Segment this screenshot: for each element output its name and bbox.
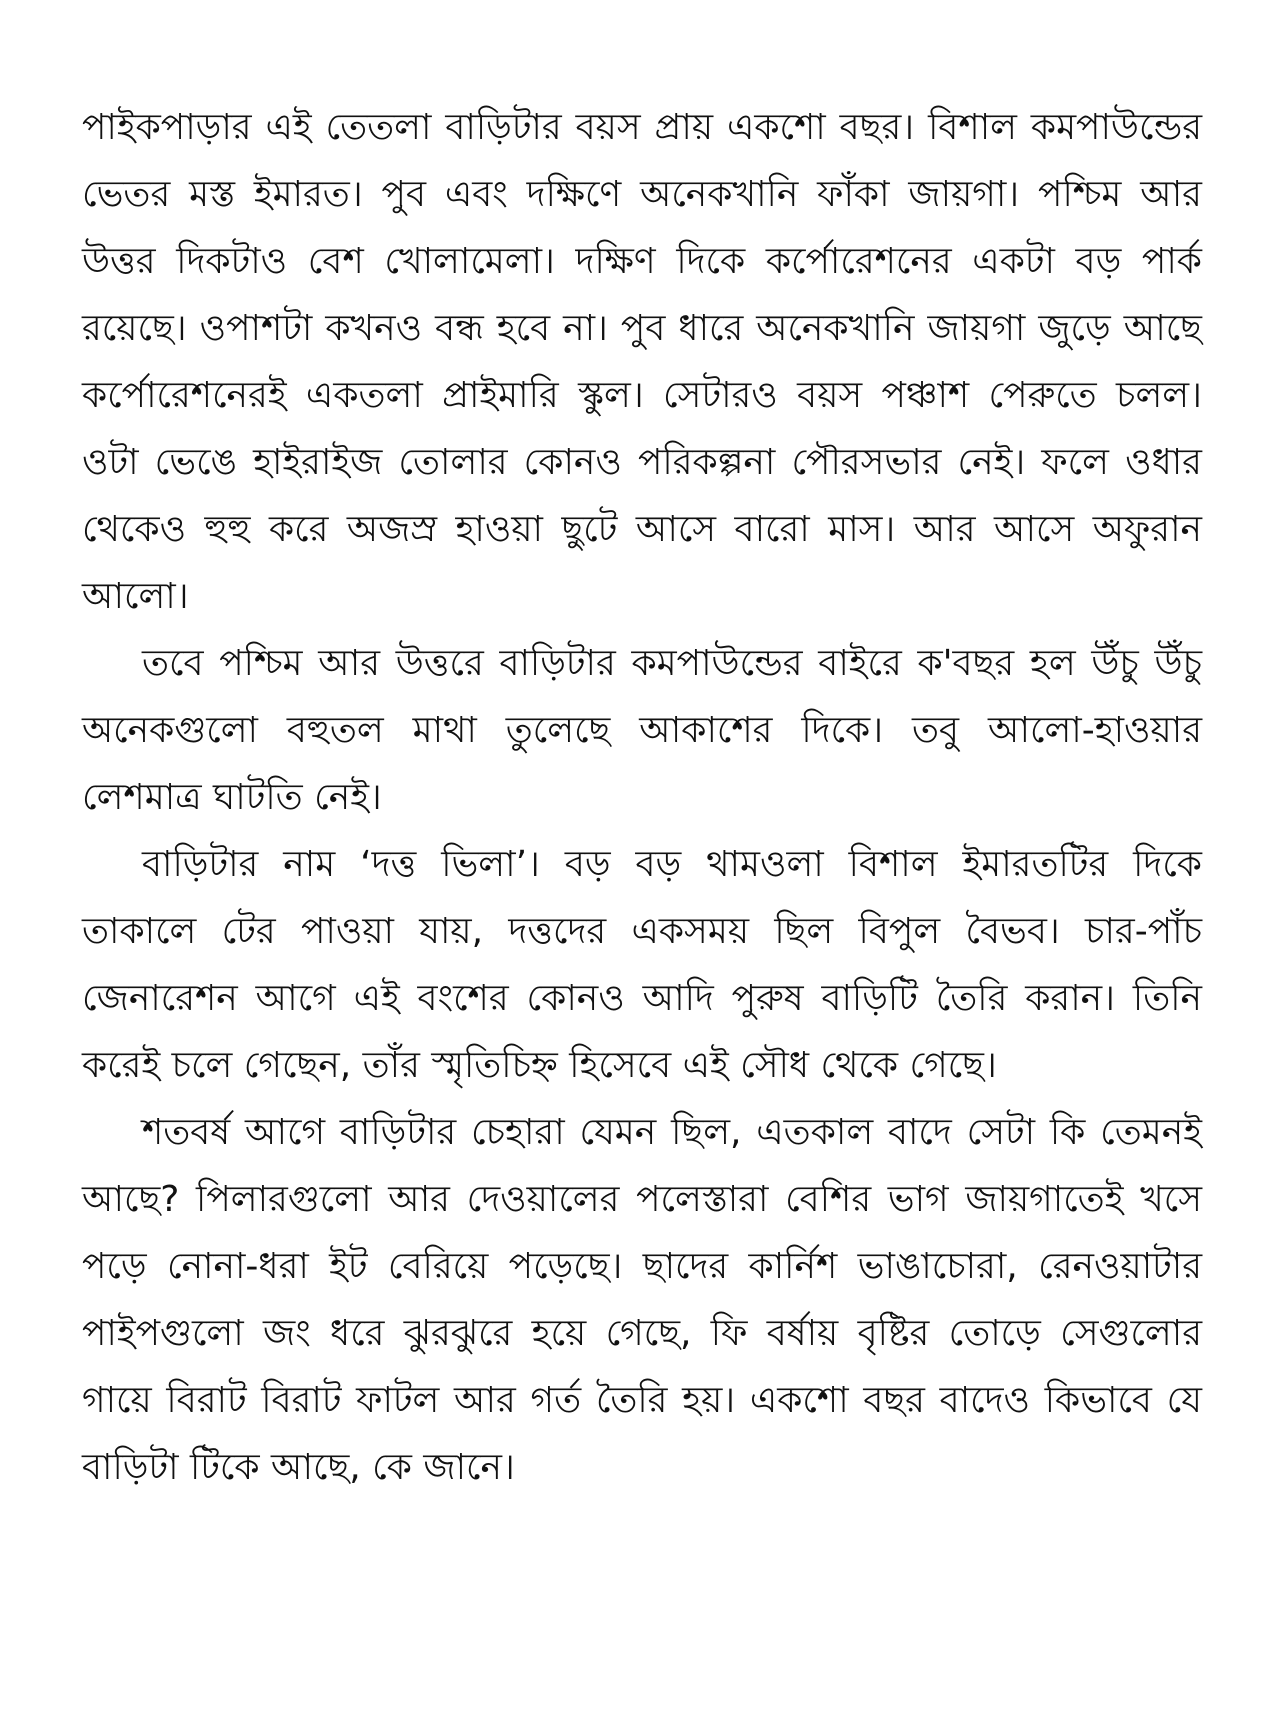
paragraph-3: বাড়িটার নাম ‘দত্ত ভিলা’। বড় বড় থামওলা বিশাল ইমারতটির দিকে তাকালে টের পাওয়া যায়, দত্তদের একসময় ছিল বিপুল বৈভব। চার-পাঁচ জেনারেশন আগে এই বংশের কোনও আদি পুরুষ বাড়িটি তৈরি করান। তিনি করেই চলে গেছেন, তাঁর স্মৃতিচিহ্ন হিসেবে এই সৌধ থেকে গেছে। [82, 844, 1202, 1086]
paragraph-2: তবে পশ্চিম আর উত্তরে বাড়িটার কমপাউন্ডের বাইরে ক'বছর হল উঁচু উঁচু অনেকগুলো বহুতল মাথা তুলেছে আকাশের দিকে। তবু আলো-হাওয়ার লেশমাত্র ঘাটতি নেই। [82, 643, 1202, 818]
body-text [82, 94, 1202, 1501]
paragraph-1: পাইকপাড়ার এই তেতলা বাড়িটার বয়স প্রায় একশো বছর। বিশাল কমপাউন্ডের ভেতর মস্ত ইমারত। পুব এবং দক্ষিণে অনেকখানি ফাঁকা জায়গা। পশ্চিম আর উত্তর দিকটাও বেশ খোলামেলা। দক্ষিণ দিকে কর্পোরেশনের একটা বড় পার্ক রয়েছে। ওপাশটা কখনও বন্ধ হবে না। পুব ধারে অনেকখানি জায়গা জুড়ে আছে কর্পোরেশনেরই একতলা প্রাইমারি স্কুল। সেটারও বয়স পঞ্চাশ পেরুতে চলল। ওটা ভেঙে হাইরাইজ তোলার কোনও পরিকল্পনা পৌরসভার নেই। ফলে ওধার থেকেও হুহু করে অজস্র হাওয়া ছুটে আসে বারো মাস। আর আসে অফুরান আলো। [82, 107, 1202, 617]
paragraph-4: শতবর্ষ আগে বাড়িটার চেহারা যেমন ছিল, এতকাল বাদে সেটা কি তেমনই আছে? পিলারগুলো আর দেওয়ালের পলেস্তারা বেশির ভাগ জায়গাতেই খসে পড়ে নোনা-ধরা ইট বেরিয়ে পড়েছে। ছাদের কার্নিশ ভাঙাচোরা, রেনওয়াটার পাইপগুলো জং ধরে ঝুরঝুরে হয়ে গেছে, ফি বর্ষায় বৃষ্টির তোড়ে সেগুলোর গায়ে বিরাট বিরাট ফাটল আর গর্ত তৈরি হয়। একশো বছর বাদেও কিভাবে যে বাড়িটা টিকে আছে, কে জানে। [82, 1112, 1202, 1488]
